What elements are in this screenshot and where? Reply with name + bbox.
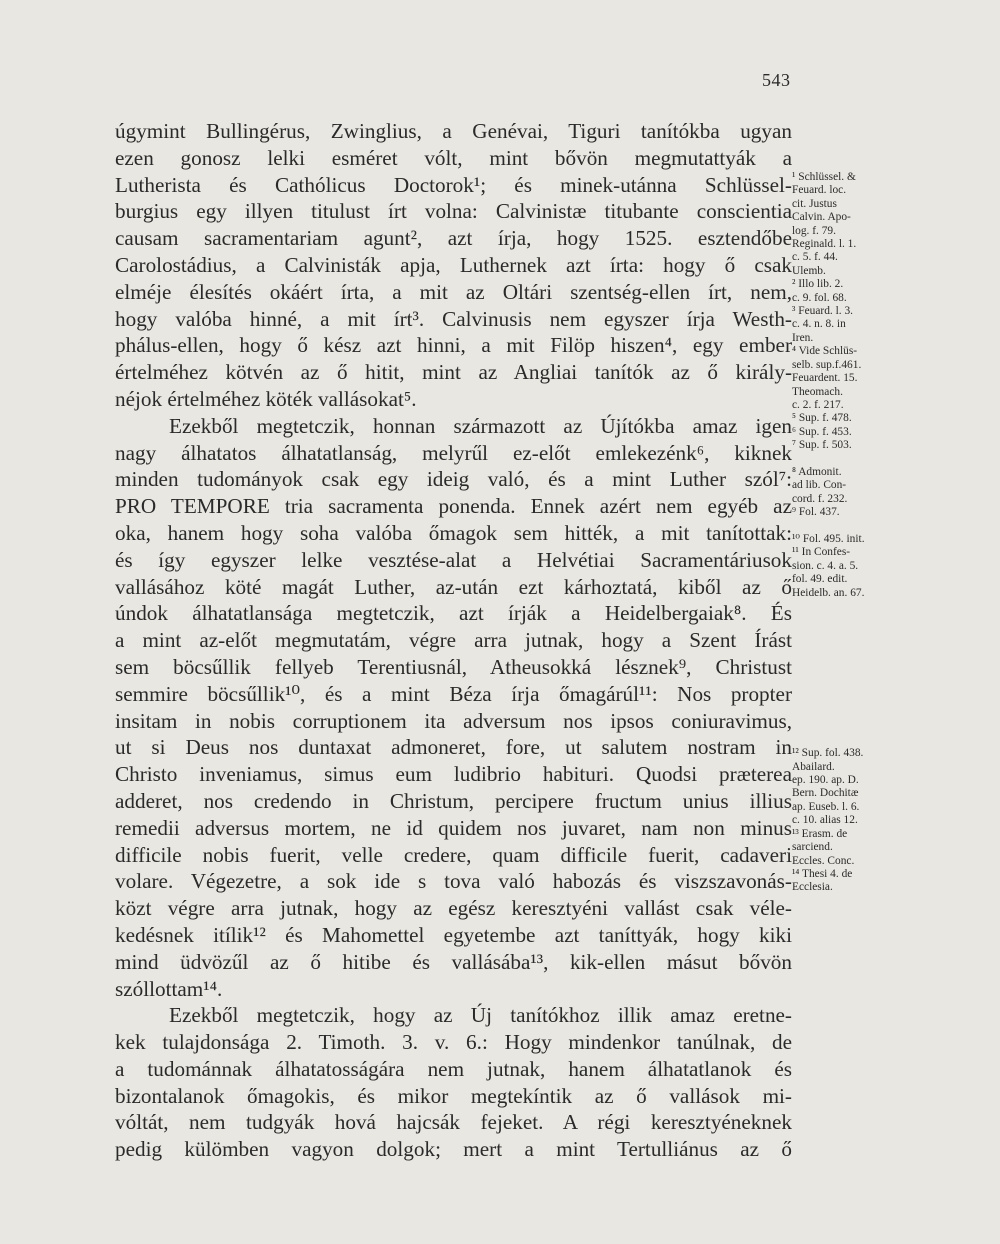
margin-note: Calvin. Apo- <box>792 211 851 224</box>
margin-note: ep. 190. ap. D. <box>792 774 859 787</box>
text-line: pedig külömben vagyon dolgok; mert a mint Tertulliánus az ő <box>115 1137 792 1162</box>
text-line: Carolostádius, a Calvinisták apja, Luthernek azt írta: hogy ő csak <box>115 252 792 277</box>
margin-spacer <box>792 720 902 733</box>
margin-note: c. 4. n. 8. in <box>792 318 846 331</box>
text-line: a tudománnak álhatatosságára nem jutnak, hanem álhatatlanok és <box>115 1056 792 1081</box>
margin-note: ⁵ Sup. f. 478. <box>792 412 852 425</box>
text-line: adderet, nos credendo in Christum, percipere fructum unius illius <box>115 788 792 813</box>
margin-spacer <box>792 600 902 613</box>
text-line: szóllottam¹⁴. <box>115 976 223 1001</box>
margin-note: sion. c. 4. a. 5. <box>792 559 859 572</box>
margin-note: ⁴ Vide Schlüs- <box>792 345 858 358</box>
margin-note: ap. Euseb. l. 6. <box>792 800 860 813</box>
text-line: causam sacramentariam agunt², azt írja, hogy 1525. esztendőbe <box>115 226 792 251</box>
text-line: remedii adversus mortem, ne id quidem nos juvaret, nam non minus <box>115 815 792 840</box>
margin-spacer <box>792 640 902 653</box>
text-line: difficile nobis fuerit, velle credere, quam difficile fuerit, cadaveri <box>115 842 792 867</box>
margin-spacer <box>792 520 902 533</box>
margin-note: Eccles. Conc. <box>792 854 855 867</box>
margin-note: sarciend. <box>792 841 833 854</box>
text-line: insitam in nobis corruptionem ita adversum nos ipsos coniuravimus, <box>115 708 792 733</box>
margin-note: ⁶ Sup. f. 453. <box>792 425 852 438</box>
text-line: elméje élesítés okáért írta, a mit az Oltári szentség-ellen írt, nem, <box>115 279 792 304</box>
margin-note: cit. Justus <box>792 197 837 210</box>
margin-note: Ulemb. <box>792 264 826 277</box>
margin-note: ⁹ Fol. 437. <box>792 506 840 519</box>
text-line: hogy valóba hinné, a mit írt³. Calvinusis nem egyszer írja Westh- <box>115 306 792 331</box>
text-line: úndok álhatatlansága megtetczik, azt írják a Heidelbergaiak⁸. És <box>115 601 792 626</box>
margin-note: ¹⁰ Fol. 495. init. <box>792 532 865 545</box>
margin-notes <box>792 171 902 895</box>
margin-spacer <box>792 734 902 747</box>
text-line: kek tulajdonsága 2. Timoth. 3. v. 6.: Hogy mindenkor tanúlnak, de <box>115 1030 792 1055</box>
text-line: nagy álhatatos álhatatlanság, melyrűl ez-előt emlekezénk⁶, kiknek <box>115 440 792 465</box>
margin-spacer <box>792 627 902 640</box>
margin-spacer <box>792 667 902 680</box>
page-number: 543 <box>762 70 791 90</box>
text-line: sem böcsűllik fellyeb Terentiusnál, Atheusokká lésznek⁹, Christust <box>115 654 792 679</box>
margin-note: ⁸ Admonit. <box>792 465 842 478</box>
margin-note: fol. 49. edit. <box>792 573 848 586</box>
text-line: és így egyszer lelke vesztése-alat a Helvétiai Sacramentáriusok <box>115 547 792 572</box>
text-line: semmire böcsűllik¹⁰, és a mint Béza írja őmagárúl¹¹: Nos propter <box>115 681 792 706</box>
margin-spacer <box>792 654 902 667</box>
text-line: Christo inveniamus, simus eum ludibrio habituri. Quodsi præterea <box>115 762 792 787</box>
margin-note: Abailard. <box>792 760 835 773</box>
margin-note: Theomach. <box>792 385 843 398</box>
text-line: Lutherista és Cathólicus Doctorok¹; és minek-utánna Schlüssel- <box>115 172 792 197</box>
margin-spacer <box>792 680 902 693</box>
text-line: értelméhez kötvén az ő hitit, mint az Angliai tanítók az ő király- <box>115 360 792 385</box>
margin-note: Heidelb. an. 67. <box>792 586 865 599</box>
margin-spacer <box>792 453 902 466</box>
text-line: kedésnek itílik¹² és Mahomettel egyetembe azt taníttyák, hogy kiki <box>115 922 792 947</box>
text-line: vóltát, nem tudgyák hová hajcsák fejeket. A régi keresztyéneknek <box>115 1110 792 1135</box>
margin-note: ⁷ Sup. f. 503. <box>792 439 852 452</box>
margin-note: Ecclesia. <box>792 881 833 894</box>
margin-note: ¹ Schlüssel. & <box>792 171 856 183</box>
text-line: phálus-ellen, hogy ő kész azt hinni, a mit Filöp hiszen⁴, egy ember <box>115 333 792 358</box>
margin-note: log. f. 79. <box>792 224 836 237</box>
text-line: mind üdvözűl az ő hitibe és vallásába¹³, kik-ellen másut bővön <box>115 949 792 974</box>
text-line: a mint az-előt megmutatám, végre arra jutnak, hogy a Szent Írást <box>115 628 792 653</box>
margin-note: cord. f. 232. <box>792 492 848 505</box>
margin-note: selb. sup.f.461. <box>792 358 862 371</box>
margin-note: c. 5. f. 44. <box>792 251 838 264</box>
paragraph-start-line: Ezekből megtetczik, hogy az Új tanítókhoz illik amaz eretne- <box>169 1003 792 1028</box>
text-line: ezen gonosz lelki esméret vólt, mint bővön megmutattyák a <box>115 145 792 170</box>
margin-note: Feuardent. 15. <box>792 372 858 385</box>
margin-note: c. 9. fol. 68. <box>792 291 847 304</box>
text-line: bizontalanok őmagokis, és mikor megtekíntik az ő vallások mi- <box>115 1083 792 1108</box>
margin-note: Feuard. loc. <box>792 184 847 197</box>
margin-note: Reginald. l. 1. <box>792 238 857 251</box>
margin-note: ¹² Sup. fol. 438. <box>792 747 864 760</box>
margin-note: Bern. Dochitæ <box>792 787 859 800</box>
text-line: úgymint Bullingérus, Zwinglius, a Genévai, Tiguri tanítókba ugyan <box>115 119 792 143</box>
text-line: volare. Végezetre, a sok ide s tova való habozás és viszszavonás- <box>115 869 792 894</box>
margin-note: ² Illo lib. 2. <box>792 278 844 291</box>
text-line: ut si Deus nos duntaxat admoneret, fore, ut salutem nostram in <box>115 735 792 760</box>
margin-note: c. 10. alias 12. <box>792 814 858 827</box>
margin-note: Iren. <box>792 331 814 344</box>
margin-note: c. 2. f. 217. <box>792 398 844 411</box>
margin-note: ¹³ Erasm. de <box>792 827 848 840</box>
text-line: burgius egy illyen titulust írt volna: Calvinistæ titubante conscientia <box>115 199 792 224</box>
margin-note: ³ Feuard. l. 3. <box>792 305 853 318</box>
text-line: néjok értelméhez köték vallásokat⁵. <box>115 386 417 411</box>
margin-note: ¹¹ In Confes- <box>792 546 851 559</box>
text-line: oka, hanem hogy soha valóba őmagok sem hitték, a mit tanítottak: <box>115 520 792 545</box>
text-line: minden tudományok csak egy ideig való, és a mint Luther szól⁷: <box>115 467 792 492</box>
margin-note: ad lib. Con- <box>792 479 847 492</box>
text-line: közt végre arra jutnak, hogy az egész keresztyéni vallást csak véle- <box>115 896 792 921</box>
margin-spacer <box>792 694 902 707</box>
margin-spacer <box>792 613 902 626</box>
paragraph-start-line: Ezekből megtetczik, honnan származott az Újítókba amaz igen <box>169 413 792 438</box>
main-text <box>115 118 792 1163</box>
text-line: PRO TEMPORE tria sacramenta ponenda. Ennek azért nem egyéb az <box>115 494 792 519</box>
text-line: vallásához köté magát Luther, az-után ezt kárhoztatá, kiből az ő <box>115 574 792 599</box>
margin-note: ¹⁴ Thesi 4. de <box>792 867 853 880</box>
margin-spacer <box>792 707 902 720</box>
